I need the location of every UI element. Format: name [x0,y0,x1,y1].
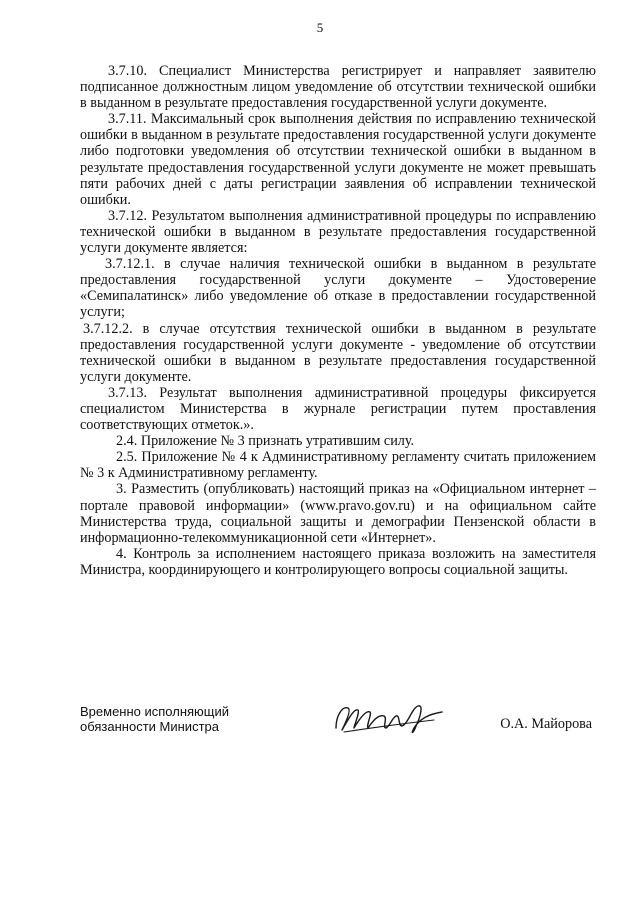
document-body [80,63,596,578]
paragraph-3-7-11: 3.7.11. Максимальный срок выполнения действия по исправлению технической ошибки в выданном в результате предоставления государственной услуги документе либо подготовки уведомления об отсутствии технической ошибки в выданном в результате предоставления государственной услуги документе не может превышать пяти рабочих дней с даты регистрации заявления об исправлении технической ошибки. [80,111,596,208]
signatory-name: О.А. Майорова [500,716,592,732]
paragraph-3-7-12-1: 3.7.12.1. в случае наличия технической ошибки в выданном в результате предоставления государственной услуги документе – Удостоверение «Семипалатинск» либо уведомление об отказе в предоставлении государственной услуги; [80,256,596,321]
signature-stroke [336,706,442,733]
signatory-title-line-1: Временно исполняющий [80,704,230,719]
paragraph-3-7-13: 3.7.13. Результат выполнения административной процедуры фиксируется специалистом Министерства в журнале регистрации путем проставления соответствующих отметок.». [80,384,596,434]
paragraph-3-7-10: 3.7.10. Специалист Министерства регистрирует и направляет заявителю подписанное должностным лицом уведомление об отсутствии технической ошибки в выданном в результате предоставления государственной услуги документе. [80,63,596,112]
signatory-title [80,704,229,734]
paragraph-2-4: 2.4. Приложение № 3 признать утратившим силу. [116,433,415,450]
handwritten-signature [330,698,450,743]
paragraph-3-7-12: 3.7.12. Результатом выполнения административной процедуры по исправлению технической ошибки в выданном в результате предоставления государственной услуги документе является: [80,207,596,257]
paragraph-3: 3. Разместить (опубликовать) настоящий приказ на «Официальном интернет – портале правовой информации» (www.pravo.gov.ru) и на официальном сайте Министерства труда, социальной защиты и демографии Пензенской области в информационно-телекоммуникационной сети «Интернет». [80,481,596,546]
page-number: 5 [316,20,324,35]
signatory-title-line-2: обязанности Министра [80,719,219,734]
signature-block [80,704,596,744]
paragraph-3-7-12-2: 3.7.12.2. в случае отсутствия технической ошибки в выданном в результате предоставления государственной услуги документе - уведомление об отсутствии технической ошибки в выданном в результате предоставления государственной услуги документе. [80,320,596,385]
paragraph-4: 4. Контроль за исполнением настоящего приказа возложить на заместителя Министра, координирующего и контролирующего вопросы социальной защиты. [80,545,596,578]
paragraph-2-5: 2.5. Приложение № 4 к Административному регламенту считать приложением № 3 к Административному регламенту. [80,449,596,482]
